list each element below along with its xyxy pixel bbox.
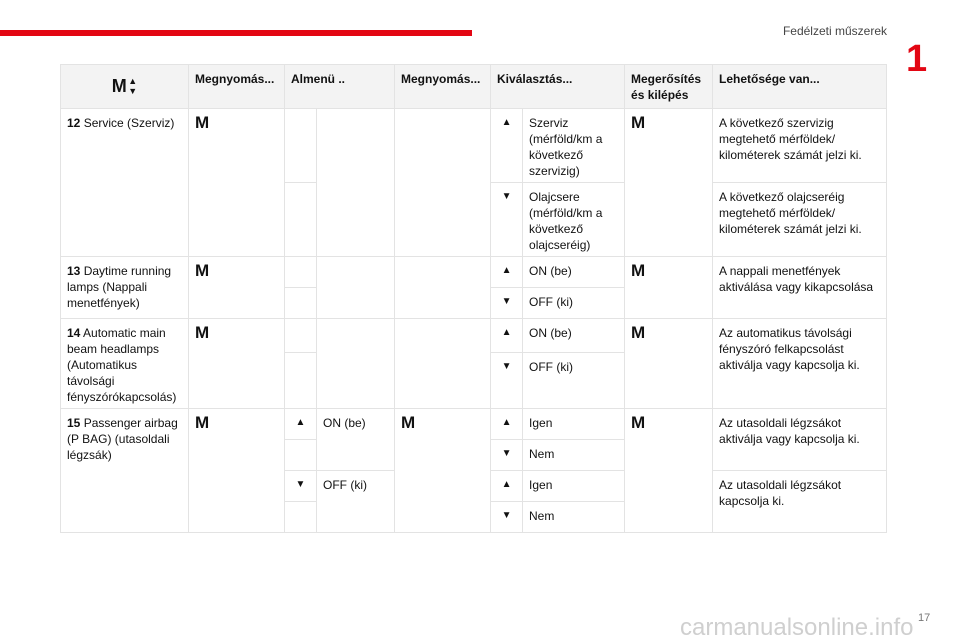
- option-label: Igen: [523, 471, 625, 502]
- option-description: A következő olajcseréig megtehető mérföldek/ kilométerek számát jelzi ki.: [713, 183, 887, 257]
- m-button-icon: M: [631, 323, 645, 342]
- down-arrow-icon: ▼: [501, 510, 512, 521]
- up-arrow-icon: ▲: [501, 417, 512, 428]
- option-label: Szerviz (mérföld/km a következő szervizig): [523, 109, 625, 183]
- chapter-number: 1: [906, 38, 928, 80]
- submenu-label: ON (be): [317, 409, 395, 471]
- header-icon-cell: [61, 65, 189, 109]
- header-red-bar: [0, 30, 472, 36]
- option-description: Az automatikus távolsági fényszóró felkapcsolást aktiválja vagy kapcsolja ki.: [713, 319, 887, 409]
- option-label: OFF (ki): [523, 288, 625, 319]
- option-description: A következő szervizig megtehető mérföldek/ kilométerek számát jelzi ki.: [713, 109, 887, 183]
- menu-item-label: 13 Daytime running lamps (Nappali menetfények): [61, 257, 189, 319]
- column-header: Megerősítés és kilépés: [625, 65, 713, 109]
- section-title: Fedélzeti műszerek: [782, 24, 887, 38]
- m-button-icon: M: [195, 261, 209, 280]
- option-label: Igen: [523, 409, 625, 440]
- settings-table: [60, 64, 887, 533]
- option-label: Nem: [523, 440, 625, 471]
- option-description: A nappali menetfények aktiválása vagy kikapcsolása: [713, 257, 887, 319]
- column-header: Megnyomás...: [395, 65, 491, 109]
- down-arrow-icon: ▼: [501, 296, 512, 307]
- m-button-icon: M: [195, 323, 209, 342]
- menu-item-label: 12 Service (Szerviz): [61, 109, 189, 257]
- option-label: ON (be): [523, 319, 625, 353]
- up-arrow-icon: ▲: [501, 265, 512, 276]
- m-button-icon: M: [195, 413, 209, 432]
- down-arrow-icon: ▼: [501, 448, 512, 459]
- column-header: Kiválasztás...: [491, 65, 625, 109]
- down-arrow-icon: ▼: [295, 479, 306, 490]
- option-label: Olajcsere (mérföld/km a következő olajcseréig): [523, 183, 625, 257]
- column-header: Lehetősége van...: [713, 65, 887, 109]
- submenu-label: OFF (ki): [317, 471, 395, 533]
- table-row: [61, 409, 887, 440]
- table-row: [61, 109, 887, 183]
- option-label: ON (be): [523, 257, 625, 288]
- up-arrow-icon: ▲: [501, 479, 512, 490]
- table-row: [61, 319, 887, 353]
- column-header: Megnyomás...: [189, 65, 285, 109]
- m-button-icon: M: [401, 413, 415, 432]
- option-label: Nem: [523, 502, 625, 533]
- table-header-row: [61, 65, 887, 109]
- column-header: Almenü ..: [285, 65, 395, 109]
- option-description: Az utasoldali légzsákot kapcsolja ki.: [713, 471, 887, 533]
- m-button-icon: M: [111, 76, 127, 96]
- page-number: 17: [918, 612, 931, 624]
- option-label: OFF (ki): [523, 352, 625, 408]
- table-row: [61, 257, 887, 288]
- menu-item-label: 14 Automatic main beam headlamps (Automatikus távolsági fényszórókapcsolás): [61, 319, 189, 409]
- m-button-icon: M: [631, 413, 645, 432]
- up-arrow-icon: ▲: [501, 117, 512, 128]
- m-button-icon: M: [631, 113, 645, 132]
- down-arrow-icon: ▼: [501, 360, 512, 372]
- menu-item-label: 15 Passenger airbag (P BAG) (utasoldali légzsák): [61, 409, 189, 533]
- up-arrow-icon: ▲: [128, 76, 138, 86]
- m-button-icon: M: [631, 261, 645, 280]
- down-arrow-icon: ▼: [128, 86, 138, 96]
- watermark: carmanualsonline.info: [680, 614, 914, 641]
- up-arrow-icon: ▲: [295, 417, 306, 428]
- m-button-icon: M: [195, 113, 209, 132]
- down-arrow-icon: ▼: [501, 191, 512, 202]
- up-arrow-icon: ▲: [501, 327, 512, 338]
- option-description: Az utasoldali légzsákot aktiválja vagy kapcsolja ki.: [713, 409, 887, 471]
